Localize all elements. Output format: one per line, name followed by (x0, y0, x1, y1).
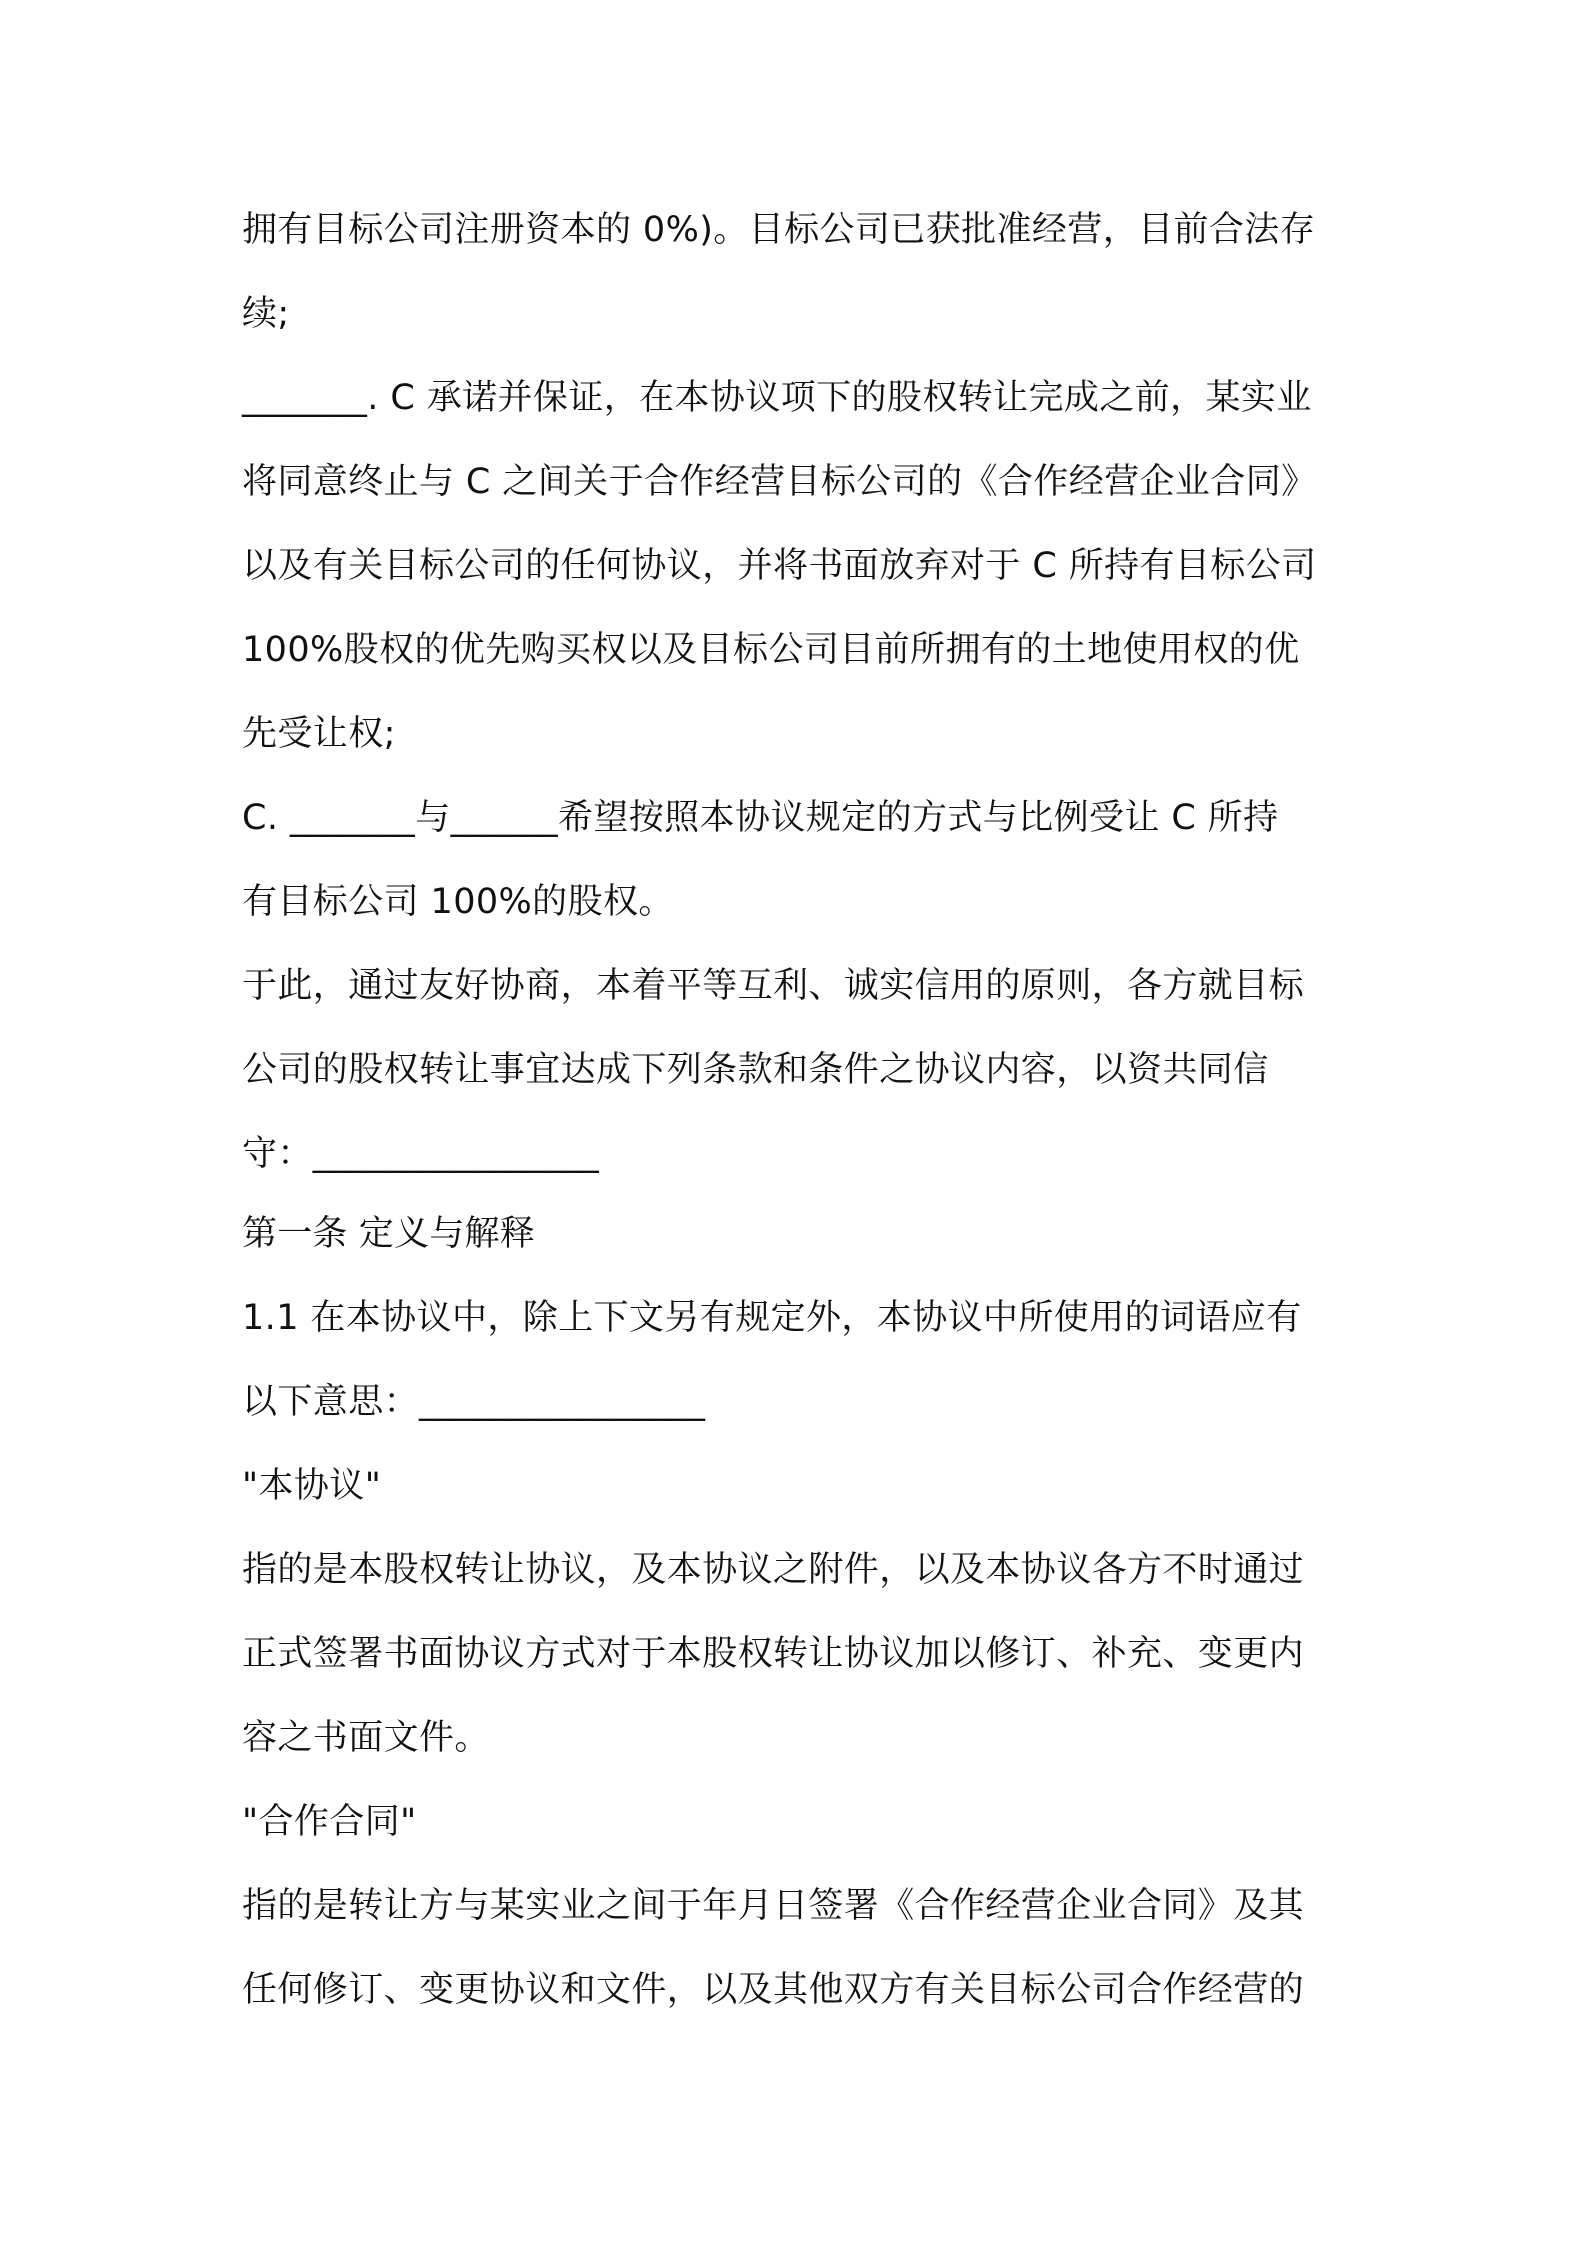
text-line: _______. C 承诺并保证，在本协议项下的股权转让完成之前，某实业 (242, 378, 1312, 418)
text-line: 续; (242, 294, 290, 334)
text-line: 有目标公司 100%的股权。 (242, 882, 674, 922)
text-line: 拥有目标公司注册资本的 0%)。目标公司已获批准经营，目前合法存 (242, 210, 1316, 250)
text-line: 指的是转让方与某实业之间于年月日签署《合作经营企业合同》及其 (242, 1886, 1305, 1926)
text-line: 先受让权; (242, 714, 396, 754)
text-line: 将同意终止与 C 之间关于合作经营目标公司的《合作经营企业合同》 (242, 462, 1317, 502)
text-line: 100%股权的优先购买权以及目标公司目前所拥有的土地使用权的优 (242, 630, 1300, 670)
text-line: 任何修订、变更协议和文件，以及其他双方有关目标公司合作经营的 (242, 1970, 1305, 2010)
text-line: 以下意思：________________ (242, 1382, 706, 1422)
text-line: 1.1 在本协议中，除上下文另有规定外，本协议中所使用的词语应有 (242, 1298, 1302, 1338)
text-line: 正式签署书面协议方式对于本股权转让协议加以修订、补充、变更内 (242, 1634, 1305, 1674)
text-line: C. _______与______希望按照本协议规定的方式与比例受让 C 所持 (242, 798, 1279, 838)
text-line: 于此，通过友好协商，本着平等互利、诚实信用的原则，各方就目标 (242, 966, 1305, 1006)
section-heading: 第一条 定义与解释 (242, 1214, 535, 1254)
text-line: 公司的股权转让事宜达成下列条款和条件之协议内容，以资共同信 (242, 1050, 1269, 1090)
text-line: 守：________________ (242, 1134, 600, 1174)
term-label: "本协议" (242, 1466, 382, 1506)
text-line: 指的是本股权转让协议，及本协议之附件，以及本协议各方不时通过 (242, 1550, 1305, 1590)
text-line: 以及有关目标公司的任何协议，并将书面放弃对于 C 所持有目标公司 (242, 546, 1317, 586)
text-line: 容之书面文件。 (242, 1718, 490, 1758)
term-label: "合作合同" (242, 1802, 417, 1842)
